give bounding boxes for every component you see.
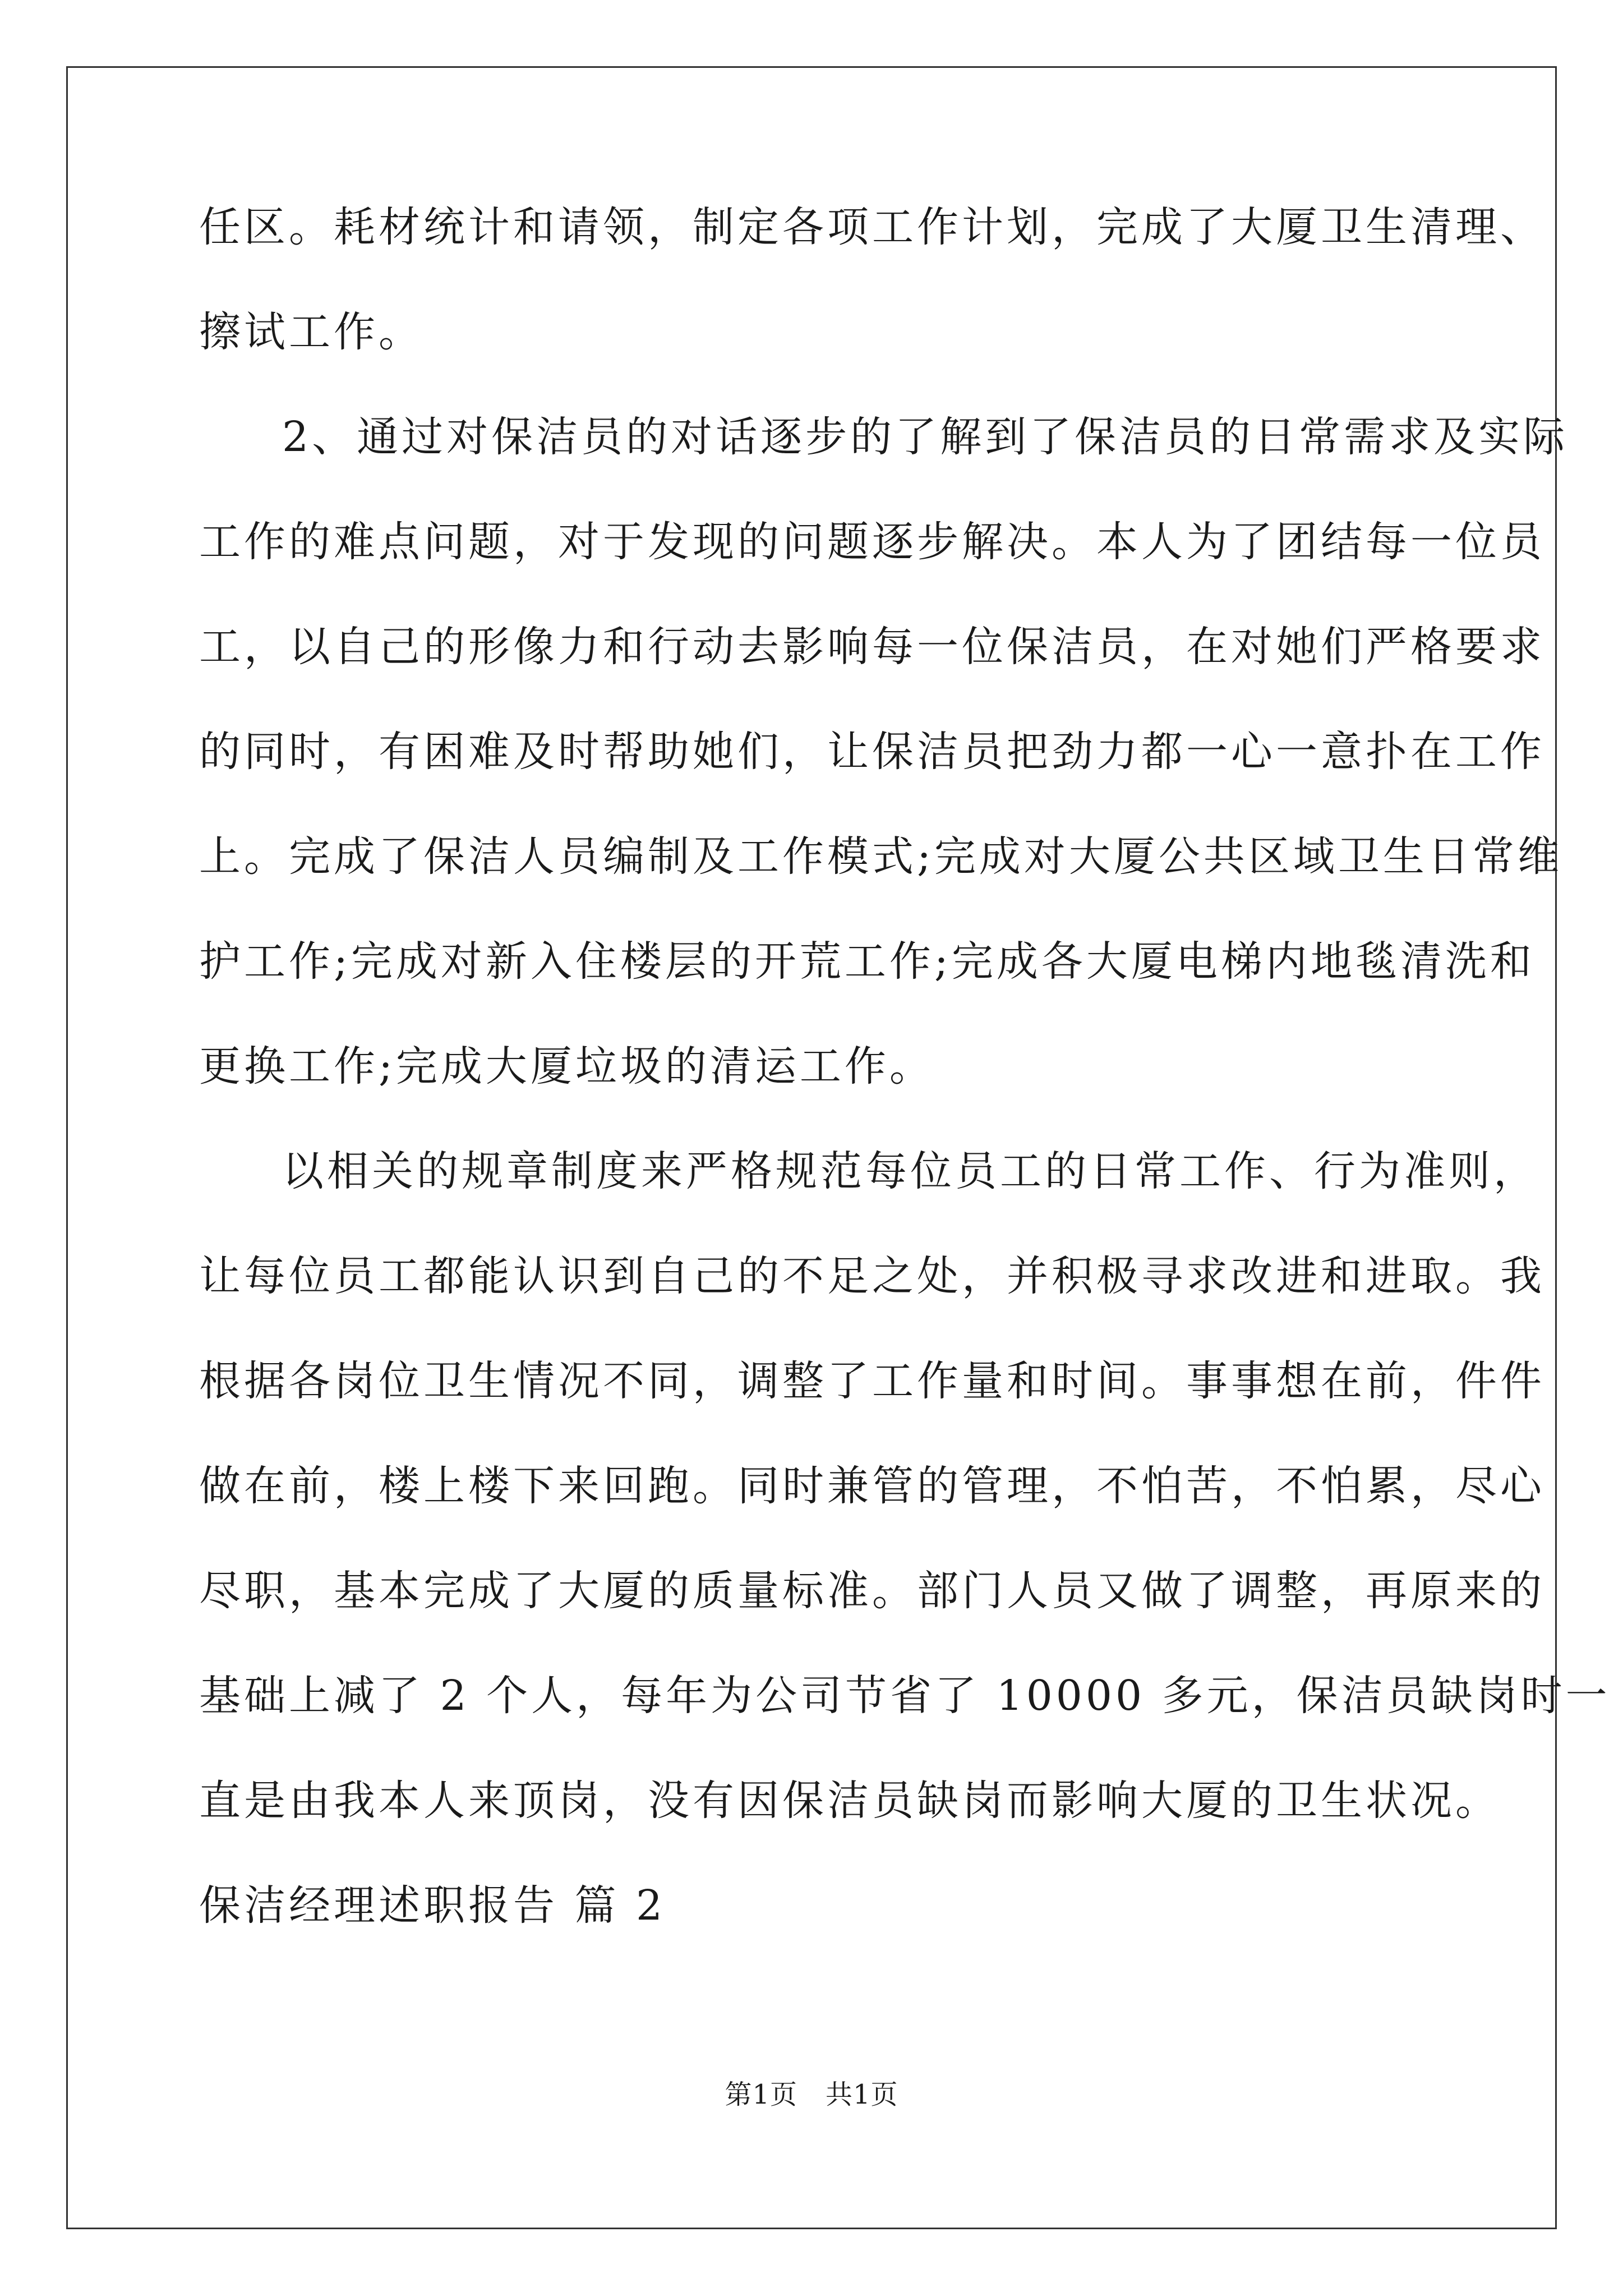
text-line: 工作的难点问题，对于发现的问题逐步解决。本人为了团结每一位员 [199,518,1545,566]
text-line: 工，以自己的形像力和行动去影响每一位保洁员，在对她们严格要求 [199,623,1545,671]
text-line: 让每位员工都能认识到自己的不足之处，并积极寻求改进和进取。我 [199,1252,1545,1300]
text-line: 的同时，有困难及时帮助她们，让保洁员把劲力都一心一意扑在工作 [199,728,1545,776]
section-heading: 保洁经理述职报告 篇 2 [199,1881,666,1930]
paragraph-start-line: 2、通过对保洁员的对话逐步的了解到了保洁员的日常需求及实际 [282,413,1569,461]
page-number-current: 第1页 [725,2079,797,2110]
text-line: 护工作;完成对新入住楼层的开荒工作;完成各大厦电梯内地毯清洗和 [199,937,1535,986]
text-line: 根据各岗位卫生情况不同，调整了工作量和时间。事事想在前，件件 [199,1357,1545,1405]
text-line: 任区。耗材统计和请领，制定各项工作计划，完成了大厦卫生清理、 [199,203,1545,251]
text-line: 基础上减了 2 个人，每年为公司节省了 10000 多元，保洁员缺岗时一 [199,1672,1611,1720]
page-number-total: 共1页 [826,2079,898,2110]
text-line: 更换工作;完成大厦垃圾的清运工作。 [199,1042,934,1091]
text-line: 擦试工作。 [199,308,423,356]
paragraph-start-line: 以相关的规章制度来严格规范每位员工的日常工作、行为准则， [282,1147,1538,1195]
text-line: 上。完成了保洁人员编制及工作模式;完成对大厦公共区域卫生日常维 [199,832,1562,881]
text-line: 尽职，基本完成了大厦的质量标准。部门人员又做了调整，再原来的 [199,1567,1545,1615]
page-footer [0,2078,1623,2111]
text-line: 直是由我本人来顶岗，没有因保洁员缺岗而影响大厦的卫生状况。 [199,1777,1500,1825]
text-line: 做在前，楼上楼下来回跑。同时兼管的管理，不怕苦，不怕累，尽心 [199,1462,1545,1510]
document-body [199,199,1611,1982]
